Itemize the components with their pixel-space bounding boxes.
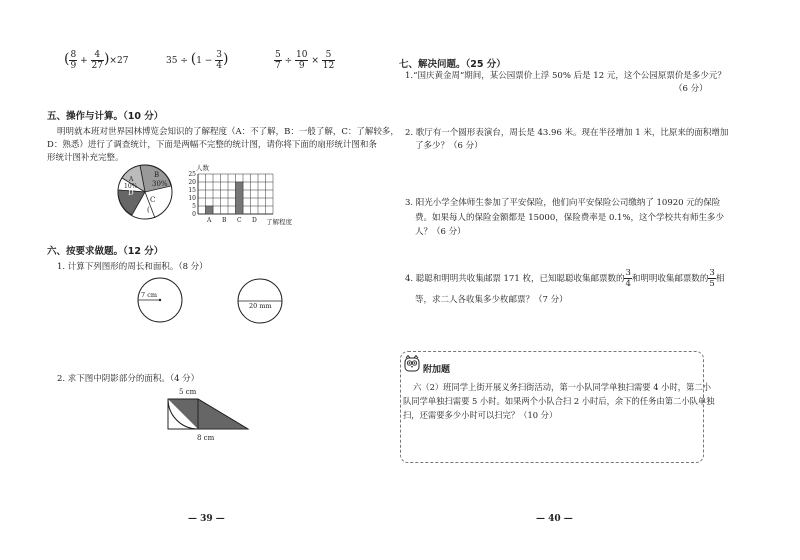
section-5-text-2: D：熟悉）进行了调查统计，下面是两幅不完整的统计图，请你将下面的扇形统计图和条: [47, 140, 377, 150]
problem-3-line-3: 人？（6 分）: [415, 227, 466, 237]
section-7-title: 七、解决问题。（25 分）: [399, 59, 506, 70]
bar-ytick-0: 0: [192, 211, 196, 218]
bar-a: [206, 206, 214, 214]
bar-ytick-15: 15: [188, 187, 196, 194]
expression-2: 35 ÷ (1 − $\frac{3}{4}$ ): [166, 50, 229, 71]
problem-4-line-2: 等，求二人各收集多少枚邮票？（7 分）: [415, 295, 568, 305]
bar-ytick-20: 20: [188, 179, 196, 186]
section-5-title: 五、操作与计算。（10 分）: [47, 111, 164, 122]
bonus-line-2: 队同学单独扫需要 5 小时。如果两个小队合扫 2 小时后，余下的任务由第二小队单独: [403, 396, 715, 406]
section-5-text-1: 明明就本班对世界园林博览会知识的了解程度（A：不了解，B：一般了解，C：了解较多，: [57, 127, 399, 137]
pie-pct-b: 30%: [152, 180, 168, 188]
expression-1: ( $\frac{8}{9}$ + $\frac{4}{27}$ )×27: [64, 50, 129, 71]
section-5-text-3: 形统计图补充完整。: [47, 153, 124, 163]
problem-2-line-2: 了多少？（6 分）: [415, 141, 483, 151]
shaded-top-label: 5 cm: [179, 388, 197, 396]
pie-label-d: D: [128, 189, 134, 197]
pie-label-c: C: [150, 196, 156, 204]
problem-4-line-1: 4. 聪聪和明明共收集邮票 171 枚，已知聪聪收集邮票数的 $\frac{3}{4}$ 和明明收集邮票数的 $\frac{3}{5}$ 相: [405, 268, 725, 289]
owl-icon: [403, 355, 421, 373]
bar-xlabel-c: C: [237, 217, 242, 224]
pie-pct-c: (: [147, 206, 150, 214]
bar-xaxis-label: 了解程度: [266, 218, 292, 226]
pie-chart: [112, 162, 192, 222]
bar-ytick-5: 5: [192, 203, 196, 210]
circle-1-label: 7 cm: [141, 291, 158, 299]
problem-2-line-1: 2. 歌厅有一个圆形表演台，周长是 43.96 米。现在半径增加 1 米，比原来的面积增加: [405, 128, 729, 138]
bar-ytick-25: 25: [188, 171, 196, 178]
circle-2-label: 20 mm: [249, 302, 272, 310]
circle-figure-1: [136, 276, 186, 324]
circle-figure-2: [232, 277, 290, 325]
bonus-line-1: 六（2）班同学上街开展义务扫街活动，第一小队同学单独扫需要 4 小时，第二小: [413, 382, 711, 392]
bonus-title: 附加题: [423, 365, 451, 375]
problem-1: 1.“国庆黄金周”期间，某公园票价上浮 50% 后是 12 元，这个公园原票价是多少元？: [405, 71, 726, 81]
shaded-figure: [165, 385, 255, 445]
bar-xlabel-d: D: [252, 217, 257, 224]
problem-1-score: （6 分）: [674, 84, 708, 94]
problem-3-line-2: 费。如果每人的保险金额都是 15000，保险费率是 0.1%，这个学校共有师生多少: [415, 213, 725, 223]
section-6-title: 六、按要求做题。（12 分）: [47, 246, 164, 257]
bar-xlabel-a: A: [207, 217, 212, 224]
section-6-q2: 2. 求下图中阴影部分的面积。（4 分）: [57, 374, 200, 384]
shaded-bottom-label: 8 cm: [197, 434, 215, 442]
pie-label-b: B: [154, 171, 160, 179]
bar-ylabel: 人数: [196, 164, 209, 172]
expression-3: $\frac{5}{7}$ ÷ $\frac{10}{9}$ × $\frac{5}{12}$: [275, 50, 335, 71]
problem-3-line-1: 3. 阳光小学全体师生参加了平安保险，他们向平安保险公司缴纳了 10920 元的保险: [405, 198, 721, 208]
bar-c: [236, 182, 244, 214]
page-number-right: — 40 —: [536, 514, 573, 524]
bonus-line-3: 扫，还需要多少小时可以扫完？（10 分）: [403, 410, 558, 420]
page-number-left: — 39 —: [188, 514, 225, 524]
pie-pct-a: 10%: [124, 183, 138, 190]
pie-label-a: A: [129, 176, 134, 183]
bar-chart: [182, 162, 302, 228]
bar-xlabel-b: B: [222, 217, 227, 224]
section-6-q1: 1. 计算下列图形的周长和面积。（8 分）: [57, 262, 208, 272]
bar-ytick-10: 10: [188, 195, 196, 202]
